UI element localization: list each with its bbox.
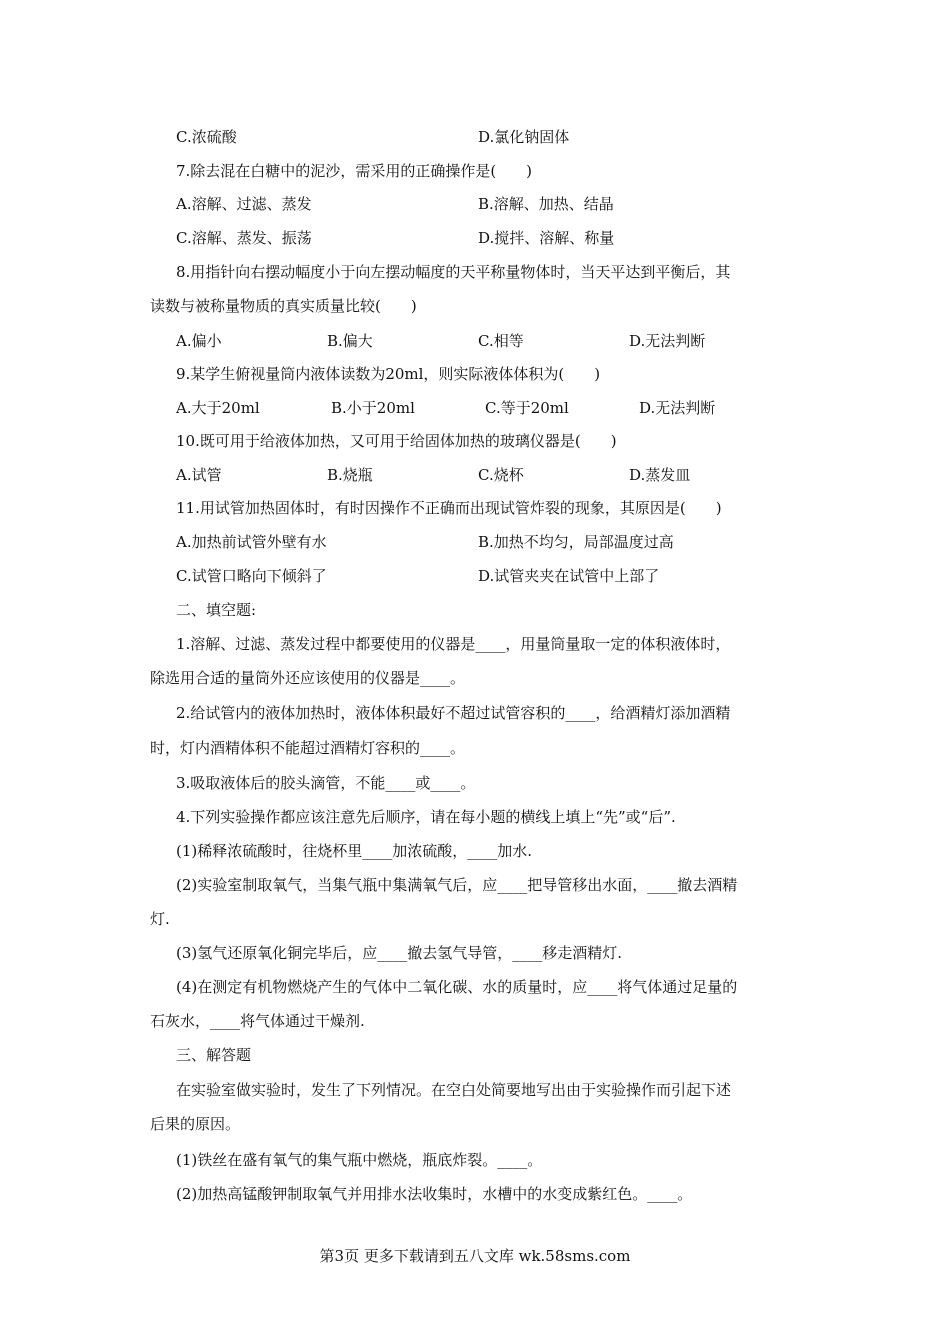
q11-option-d: D.试管夹夹在试管中上部了 — [478, 567, 660, 585]
q9-option-d: D.无法判断 — [639, 399, 716, 417]
fill-2-line-2: 时，灯内酒精体积不能超过酒精灯容积的____。 — [150, 739, 466, 757]
q11-option-a: A.加热前试管外壁有水 — [176, 533, 327, 551]
q10-option-b: B.烧瓶 — [327, 466, 373, 484]
q10-option-a: A.试管 — [176, 466, 222, 484]
section-2-heading: 二、填空题: — [176, 601, 257, 619]
question-8-line-2: 读数与被称量物质的真实质量比较( ) — [150, 297, 417, 315]
q11-option-b: B.加热不均匀，局部温度过高 — [478, 533, 674, 551]
answer-item-1: (1)铁丝在盛有氧气的集气瓶中燃烧，瓶底炸裂。____。 — [176, 1151, 543, 1169]
fill-4-item-1: (1)稀释浓硫酸时，往烧杯里____加浓硫酸，____加水. — [176, 842, 533, 860]
q8-option-b: B.偏大 — [327, 332, 373, 350]
q9-option-c: C.等于20ml — [485, 399, 569, 417]
q6-option-d: D.氯化钠固体 — [478, 128, 570, 146]
fill-4-item-4-line-2: 石灰水，____将气体通过干燥剂. — [150, 1012, 365, 1030]
answer-intro-line-1: 在实验室做实验时，发生了下列情况。在空白处简要地写出由于实验操作而引起下述 — [176, 1081, 732, 1099]
q11-option-c: C.试管口略向下倾斜了 — [176, 567, 327, 585]
page-footer: 第3页 更多下载请到五八文库 wk.58sms.com — [319, 1247, 631, 1265]
fill-4-item-4-line-1: (4)在测定有机物燃烧产生的气体中二氧化碳、水的质量时，应____将气体通过足量的 — [176, 978, 738, 996]
q8-option-d: D.无法判断 — [629, 332, 706, 350]
q8-option-c: C.相等 — [478, 332, 524, 350]
question-7: 7.除去混在白糖中的泥沙，需采用的正确操作是( ) — [176, 162, 533, 180]
q8-option-a: A.偏小 — [176, 332, 222, 350]
question-8-line-1: 8.用指针向右摆动幅度小于向左摆动幅度的天平称量物体时，当天平达到平衡后，其 — [176, 263, 731, 281]
question-11: 11.用试管加热固体时，有时因操作不正确而出现试管炸裂的现象，其原因是( ) — [176, 499, 722, 517]
fill-1-line-1: 1.溶解、过滤、蒸发过程中都要使用的仪器是____，用量筒量取一定的体积液体时， — [176, 635, 731, 653]
fill-3: 3.吸取液体后的胶头滴管，不能____或____。 — [176, 774, 476, 792]
question-9: 9.某学生俯视量筒内液体读数为20ml，则实际液体体积为( ) — [176, 365, 601, 383]
q7-option-b: B.溶解、加热、结晶 — [478, 195, 614, 213]
answer-intro-line-2: 后果的原因。 — [150, 1115, 241, 1133]
q6-option-c: C.浓硫酸 — [176, 128, 237, 146]
q7-option-d: D.搅拌、溶解、称量 — [478, 229, 615, 247]
q9-option-b: B.小于20ml — [331, 399, 415, 417]
fill-4-item-2-line-1: (2)实验室制取氧气，当集气瓶中集满氧气后，应____把导管移出水面，____撤去酒精 — [176, 876, 738, 894]
q7-option-a: A.溶解、过滤、蒸发 — [176, 195, 312, 213]
fill-4-item-2-line-2: 灯. — [150, 910, 170, 928]
section-3-heading: 三、解答题 — [176, 1046, 252, 1064]
answer-item-2: (2)加热高锰酸钾制取氧气并用排水法收集时，水槽中的水变成紫红色。____。 — [176, 1185, 693, 1203]
question-10: 10.既可用于给液体加热，又可用于给固体加热的玻璃仪器是( ) — [176, 432, 617, 450]
q10-option-d: D.蒸发皿 — [629, 466, 691, 484]
fill-4-item-3: (3)氢气还原氧化铜完毕后，应____撤去氢气导管，____移走酒精灯. — [176, 944, 623, 962]
fill-2-line-1: 2.给试管内的液体加热时，液体体积最好不超过试管容积的____，给酒精灯添加酒精 — [176, 704, 731, 722]
fill-4: 4.下列实验操作都应该注意先后顺序，请在每小题的横线上填上“先”或“后”. — [176, 808, 676, 826]
q7-option-c: C.溶解、蒸发、振荡 — [176, 229, 312, 247]
q9-option-a: A.大于20ml — [176, 399, 260, 417]
q10-option-c: C.烧杯 — [478, 466, 524, 484]
fill-1-line-2: 除选用合适的量筒外还应该使用的仪器是____。 — [150, 669, 466, 687]
